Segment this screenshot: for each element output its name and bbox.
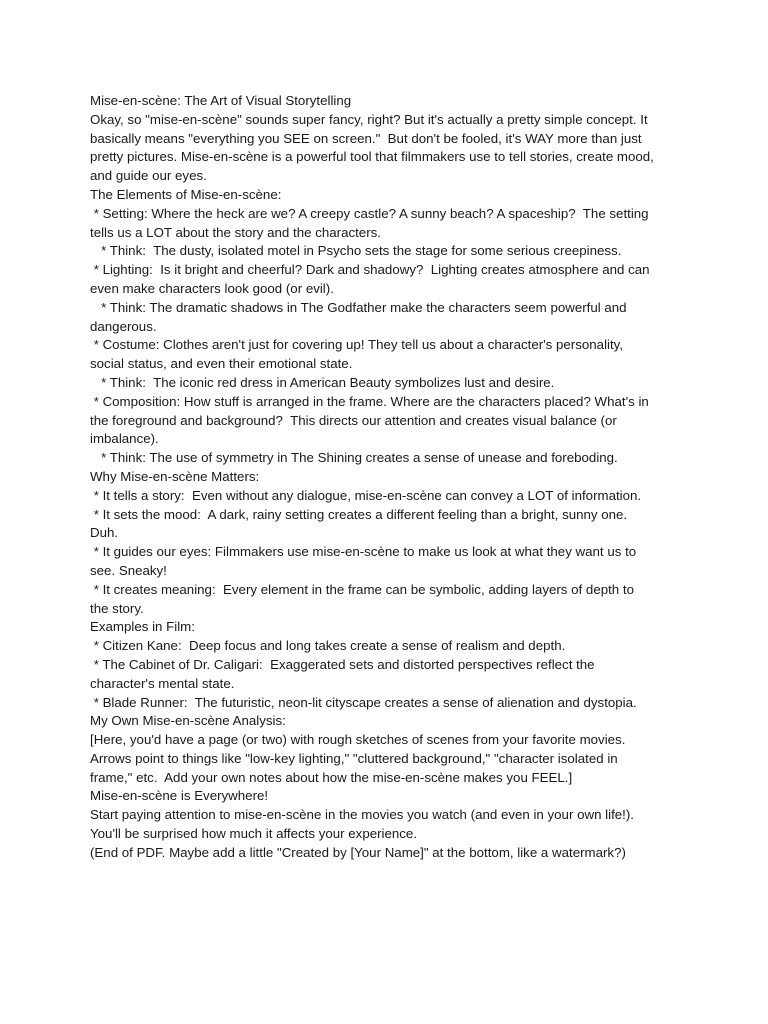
- text-line: basically means "everything you SEE on screen." But don't be fooled, it's WAY more than just: [90, 130, 642, 146]
- text-line: dangerous.: [90, 318, 157, 334]
- text-line: * Lighting: Is it bright and cheerful? Dark and shadowy? Lighting creates atmosphere and can: [90, 262, 650, 278]
- text-line: * Composition: How stuff is arranged in the frame. Where are the characters placed? What's in: [90, 393, 649, 409]
- document-title: Mise-en-scène: The Art of Visual Storytelling: [90, 93, 352, 108]
- text-line: * Setting: Where the heck are we? A creepy castle? A sunny beach? A spaceship? The setting: [90, 205, 649, 221]
- text-line: Arrows point to things like "low-key lighting," "cluttered background," "character isolated in: [90, 750, 618, 766]
- text-line: * Blade Runner: The futuristic, neon-lit cityscape creates a sense of alienation and dystopia.: [90, 694, 637, 710]
- text-line: * It tells a story: Even without any dialogue, mise-en-scène can convey a LOT of information.: [90, 487, 642, 503]
- text-line: * Costume: Clothes aren't just for covering up! They tell us about a character's personality,: [90, 337, 624, 353]
- text-line: * Citizen Kane: Deep focus and long takes create a sense of realism and depth.: [90, 638, 566, 654]
- text-line: * Think: The use of symmetry in The Shining creates a sense of unease and foreboding.: [90, 450, 618, 466]
- text-line: imbalance).: [90, 431, 159, 447]
- text-line: and guide our eyes.: [90, 168, 207, 184]
- text-line: even make characters look good (or evil).: [90, 280, 334, 296]
- text-line: * Think: The dusty, isolated motel in Psycho sets the stage for some serious creepiness.: [90, 243, 622, 259]
- text-line: Examples in Film:: [90, 619, 195, 635]
- text-line: (End of PDF. Maybe add a little "Created by [Your Name]" at the bottom, like a watermark?): [90, 844, 626, 860]
- text-line: Okay, so "mise-en-scène" sounds super fancy, right? But it's actually a pretty simple concept. It: [90, 111, 648, 127]
- text-line: * It creates meaning: Every element in the frame can be symbolic, adding layers of depth to: [90, 581, 634, 597]
- text-line: The Elements of Mise-en-scène:: [90, 186, 282, 202]
- text-line: * Think: The dramatic shadows in The Godfather make the characters seem powerful and: [90, 299, 627, 315]
- text-line: * It guides our eyes: Filmmakers use mise-en-scène to make us look at what they want us to: [90, 544, 637, 560]
- text-line: My Own Mise-en-scène Analysis:: [90, 713, 286, 729]
- text-line: Mise-en-scène is Everywhere!: [90, 788, 269, 804]
- text-line: [Here, you'd have a page (or two) with rough sketches of scenes from your favorite movies.: [90, 732, 626, 748]
- text-line: see. Sneaky!: [90, 562, 167, 578]
- text-line: pretty pictures. Mise-en-scène is a powerful tool that filmmakers use to tell stories, create mood,: [90, 149, 654, 165]
- document-body: [90, 92, 690, 863]
- text-line: frame," etc. Add your own notes about how the mise-en-scène makes you FEEL.]: [90, 769, 573, 785]
- text-line: character's mental state.: [90, 675, 235, 691]
- text-line: You'll be surprised how much it affects your experience.: [90, 826, 418, 842]
- text-line: * Think: The iconic red dress in American Beauty symbolizes lust and desire.: [90, 374, 555, 390]
- text-line: Why Mise-en-scène Matters:: [90, 468, 260, 484]
- text-line: social status, and even their emotional state.: [90, 356, 353, 372]
- text-line: the story.: [90, 600, 144, 616]
- text-line: Start paying attention to mise-en-scène in the movies you watch (and even in your own life!).: [90, 807, 634, 823]
- text-line: tells us a LOT about the story and the characters.: [90, 224, 381, 240]
- text-line: * It sets the mood: A dark, rainy setting creates a different feeling than a bright, sunny one.: [90, 506, 628, 522]
- text-line: * The Cabinet of Dr. Caligari: Exaggerated sets and distorted perspectives reflect the: [90, 656, 595, 672]
- text-line: Duh.: [90, 525, 119, 541]
- text-line: the foreground and background? This directs our attention and creates visual balance (or: [90, 412, 617, 428]
